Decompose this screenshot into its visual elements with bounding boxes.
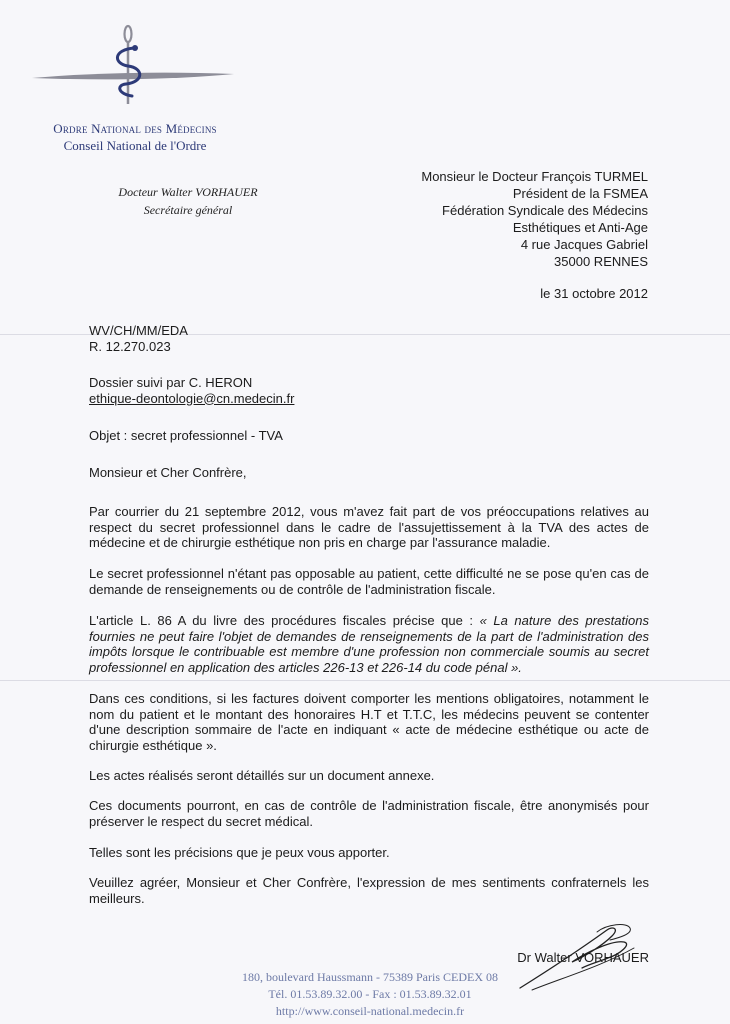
legal-quote: « La nature des prestations fournies ne peut faire l'objet de demandes de renseignements de la part de l'administration des impôts lorsque le contribuable est membre d'une profession non commerciale soumis au secret professionnel en application des articles 226-13 et 226-14 du code pénal ». — [89, 613, 649, 675]
recipient-line: Monsieur le Docteur François TURMEL — [421, 169, 648, 184]
body-paragraph-1: Par courrier du 21 septembre 2012, vous m'avez fait part de vos préoccupations relatives au respect du secret professionnel dans le cadre de l'assujettissement à la TVA des actes de médecine et de chirurgie esthétique non pris en charge par l'assurance maladie. — [89, 504, 649, 550]
recipient-line: Esthétiques et Anti-Age — [512, 220, 648, 235]
caduceus-icon — [28, 24, 238, 104]
signer-name: Docteur Walter VORHAUER — [118, 185, 258, 199]
contact-email-link[interactable]: ethique-deontologie@cn.medecin.fr — [89, 390, 295, 406]
org-line-1: Ordre National des Médecins — [53, 121, 217, 136]
salutation: Monsieur et Cher Confrère, — [89, 465, 247, 480]
footer-phone-fax: Tél. 01.53.89.32.00 - Fax : 01.53.89.32.01 — [268, 987, 472, 1001]
footer-website-link[interactable]: http://www.conseil-national.medecin.fr — [275, 1004, 465, 1018]
closing-paragraph: Veuillez agréer, Monsieur et Cher Confrère, l'expression de mes sentiments confraternels les meilleurs. — [89, 875, 649, 906]
letterhead-signer — [88, 183, 288, 219]
signatory-name: Dr Walter VORHAUER — [517, 950, 649, 965]
recipient-address — [421, 168, 648, 270]
dossier-followed-by: Dossier suivi par C. HERON — [89, 375, 253, 390]
body-paragraph-2: Le secret professionnel n'étant pas opposable au patient, cette difficulté ne se pose qu'en cas de demande de renseignements ou de contrôle de l'administration fiscale. — [89, 566, 649, 597]
reference-number: R. 12.270.023 — [89, 338, 171, 354]
article-intro: L'article L. 86 A du livre des procédures fiscales précise que : — [89, 613, 480, 628]
dossier-block — [89, 375, 649, 406]
footer-address: 180, boulevard Haussmann - 75389 Paris CEDEX 08 — [242, 970, 498, 984]
recipient-line: 4 rue Jacques Gabriel — [520, 237, 648, 252]
recipient-line: 35000 RENNES — [554, 254, 648, 269]
recipient-line: Président de la FSMEA — [512, 186, 648, 201]
subject-line: Objet : secret professionnel - TVA — [89, 428, 283, 443]
reference-block — [89, 323, 649, 354]
recipient-line: Fédération Syndicale des Médecins — [442, 203, 648, 218]
letter-footer — [180, 969, 560, 1020]
signer-title: Secrétaire général — [143, 203, 233, 217]
body-paragraph-3 — [89, 613, 649, 675]
body-paragraph-5: Les actes réalisés seront détaillés sur un document annexe. — [89, 768, 435, 783]
body-paragraph-6: Ces documents pourront, en cas de contrôle de l'administration fiscale, être anonymisés pour préserver le respect du secret médical. — [89, 798, 649, 829]
organization-name — [30, 121, 240, 154]
letter-date: le 31 octobre 2012 — [540, 286, 648, 301]
body-paragraph-7: Telles sont les précisions que je peux vous apporter. — [89, 845, 390, 860]
paper-fold-line — [0, 680, 730, 681]
org-line-2: Conseil National de l'Ordre — [63, 138, 207, 153]
body-paragraph-4: Dans ces conditions, si les factures doivent comporter les mentions obligatoires, notamment le nom du patient et le montant des honoraires H.T et T.T.C, les médecins peuvent se contenter d'une description sommaire de l'acte en indiquant « acte de médecine esthétique ou acte de chirurgie esthétique ». — [89, 691, 649, 753]
reference-code: WV/CH/MM/EDA — [89, 323, 188, 338]
